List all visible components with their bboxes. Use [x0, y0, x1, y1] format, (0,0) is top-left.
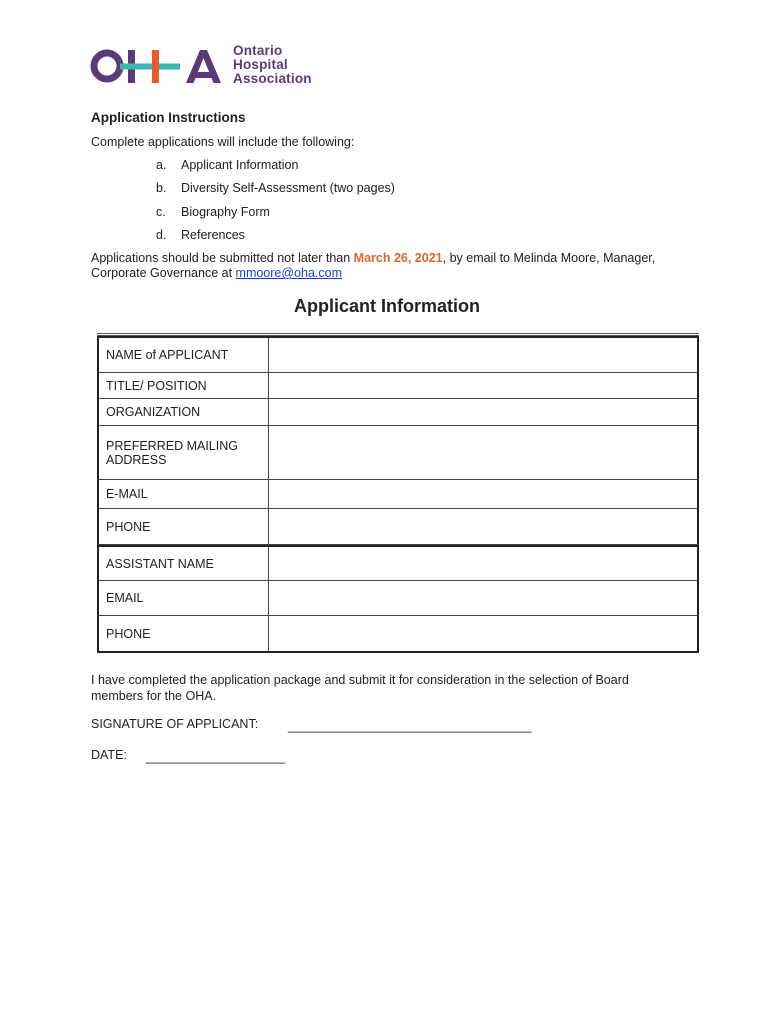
field-label: E-MAIL — [99, 480, 269, 508]
field-label: PHONE — [99, 509, 269, 544]
logo-wordmark — [233, 44, 312, 86]
list-item-letter: b. — [156, 181, 167, 196]
form-row — [97, 336, 699, 373]
submission-text-mid: , by email to Melinda Moore, Manager, Corporate Governance at — [91, 251, 656, 280]
date-line[interactable]: ____________________ — [146, 750, 286, 764]
applicant-information-form — [97, 333, 699, 653]
form-row — [97, 373, 699, 399]
form-row — [97, 509, 699, 545]
phone-field[interactable] — [269, 509, 697, 544]
form-row — [97, 426, 699, 480]
field-label: PREFERRED MAILING ADDRESS — [99, 426, 269, 479]
submission-paragraph — [91, 251, 671, 281]
name-of-applicant-field[interactable] — [269, 338, 697, 372]
organization-field[interactable] — [269, 399, 697, 425]
list-item-text: Diversity Self-Assessment (two pages) — [181, 181, 395, 196]
list-item-letter: a. — [156, 158, 167, 172]
submission-text-start: Applications should be submitted not later than — [91, 251, 354, 265]
list-item — [156, 228, 395, 251]
list-item-text: Biography Form — [181, 204, 270, 219]
assistant-name-field[interactable] — [269, 547, 697, 580]
deadline-date: March 26, 2021 — [353, 251, 443, 265]
signature-line[interactable]: ___________________________________ — [288, 719, 532, 733]
list-item — [156, 181, 395, 204]
logo-word: Association — [233, 71, 312, 86]
form-row — [97, 399, 699, 426]
logo-letter-o — [94, 53, 120, 79]
list-item-letter: c. — [156, 204, 166, 219]
instructions-intro: Complete applications will include the following: — [91, 135, 355, 149]
instructions-list — [156, 158, 395, 251]
list-item-text: References — [181, 227, 245, 242]
assistant-phone-field[interactable] — [269, 616, 697, 651]
field-label: PHONE — [99, 616, 269, 651]
field-label: TITLE/ POSITION — [99, 373, 269, 398]
logo-orange-bar — [152, 50, 159, 83]
field-label: NAME of APPLICANT — [99, 338, 269, 372]
logo-word: Hospital — [233, 57, 288, 72]
form-row — [97, 480, 699, 509]
instructions-heading: Application Instructions — [91, 110, 246, 125]
field-label: ASSISTANT NAME — [99, 547, 269, 580]
email-link[interactable]: mmoore@oha.com — [235, 266, 343, 280]
oha-logo — [90, 44, 230, 88]
signature-label: SIGNATURE OF APPLICANT: — [91, 717, 259, 731]
field-label: ORGANIZATION — [99, 399, 269, 425]
logo-letter-a — [186, 50, 221, 83]
declaration-text: I have completed the application package and submit it for consideration in the selection of Board members for the OHA. — [91, 673, 629, 703]
title-position-field[interactable] — [269, 373, 697, 398]
mailing-address-field[interactable] — [269, 426, 697, 479]
list-item — [156, 158, 395, 181]
email-field[interactable] — [269, 480, 697, 508]
logo-teal-bar — [120, 64, 180, 70]
list-item-letter: d. — [156, 227, 167, 242]
form-row — [97, 581, 699, 616]
list-item-text: Applicant Information — [181, 158, 299, 172]
applicant-information-title: Applicant Information — [294, 296, 480, 316]
field-label: EMAIL — [99, 581, 269, 615]
date-label: DATE: — [91, 748, 127, 762]
list-item — [156, 205, 395, 228]
logo-word: Ontario — [233, 43, 283, 58]
assistant-email-field[interactable] — [269, 581, 697, 615]
form-row — [97, 616, 699, 653]
applicant-information-heading — [0, 296, 770, 317]
form-row — [97, 545, 699, 581]
